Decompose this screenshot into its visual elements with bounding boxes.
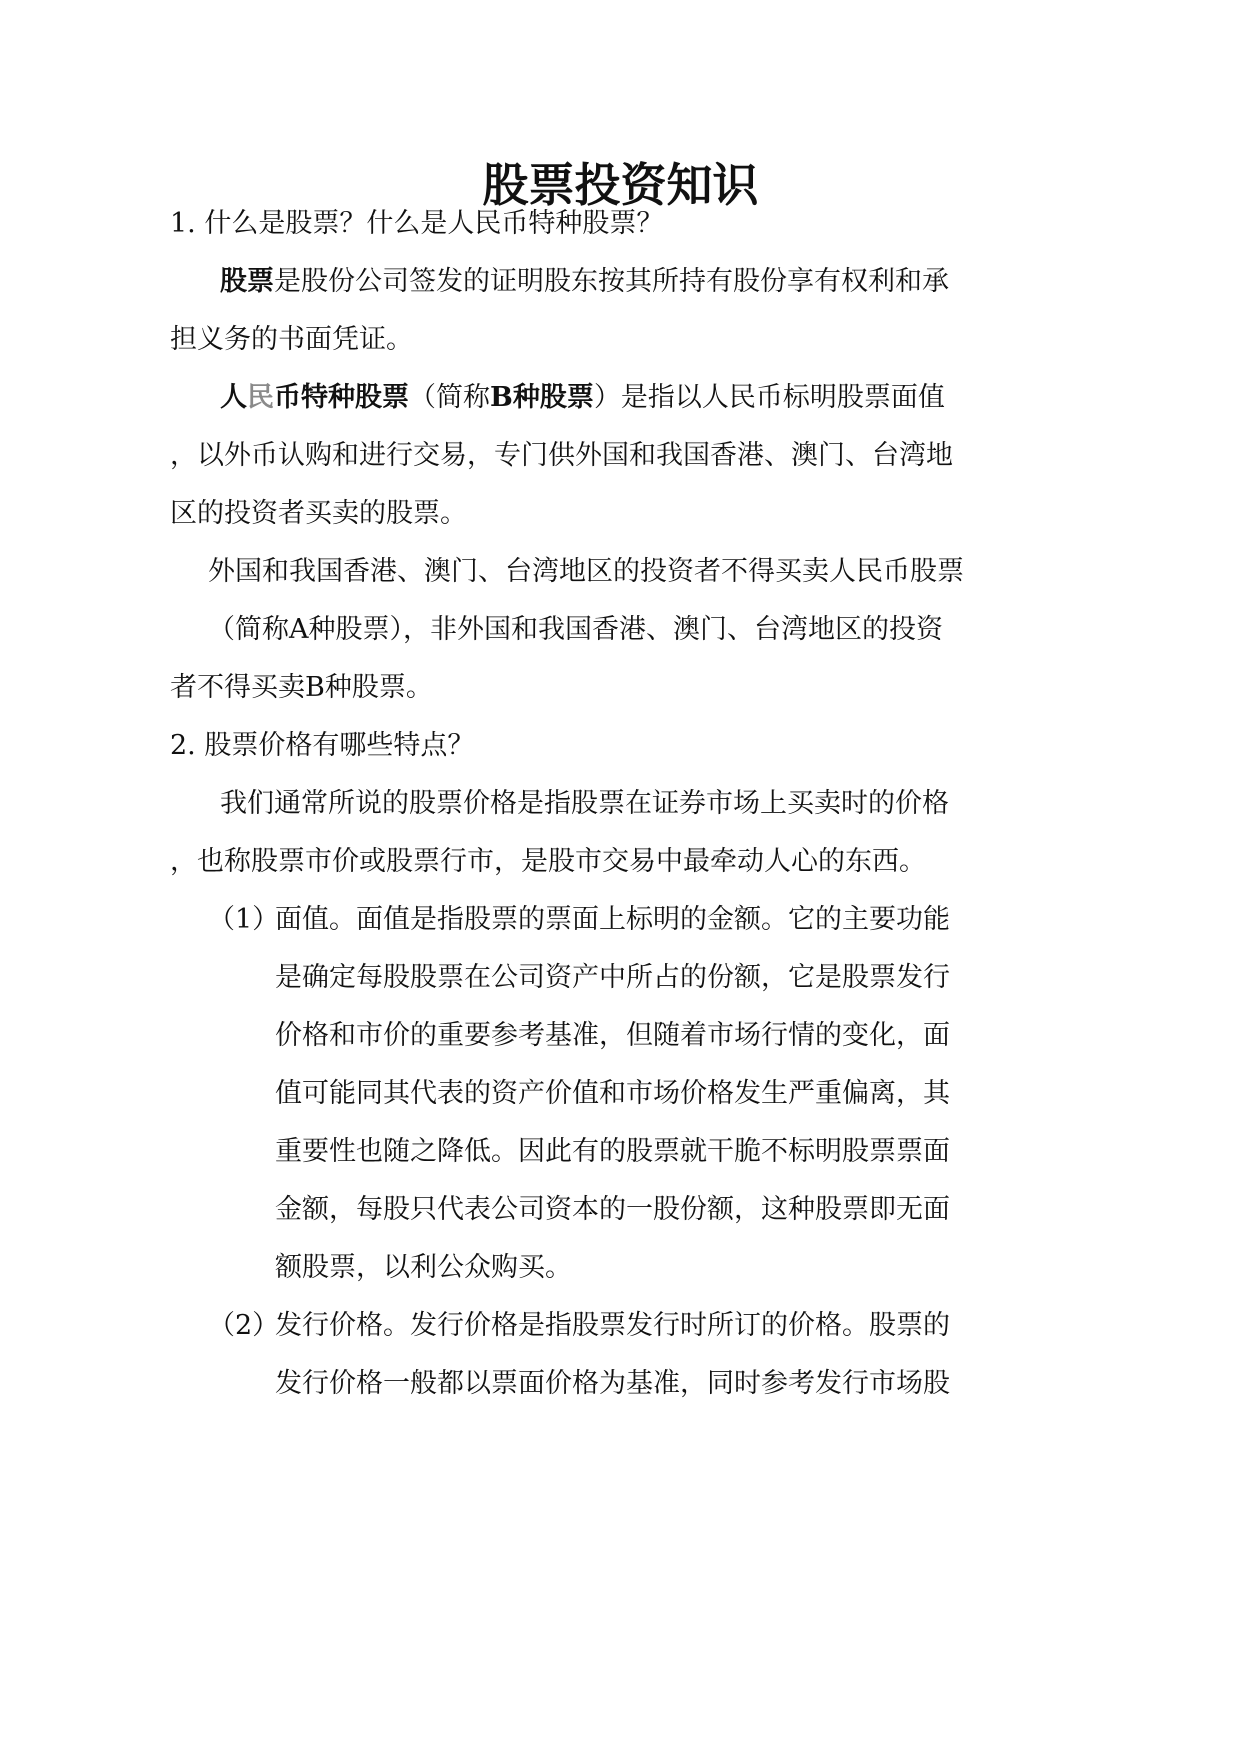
list-item-2-line-2: 发行价格一般都以票面价格为基准，同时参考发行市场股 [275, 1368, 950, 1399]
q1-paragraph-1-line-2: 担义务的书面凭证。 [170, 324, 413, 355]
question-2-heading: 2. 股票价格有哪些特点？ [170, 730, 475, 761]
q1-paragraph-2-line-3: 区的投资者买卖的股票。 [170, 498, 467, 529]
q1-p2-rest: ）是指以人民币标明股票面值 [593, 382, 945, 413]
term-stock: 股票 [220, 266, 274, 297]
list-item-1-line-5: 重要性也随之降低。因此有的股票就干脆不标明股票票面 [275, 1136, 950, 1167]
list-item-1-marker: （1） [208, 904, 280, 935]
q1-paragraph-3-line-3: 者不得买卖B种股票。 [170, 672, 433, 703]
q2-paragraph-1-line-2: ，也称股票市价或股票行市，是股市交易中最牵动人心的东西。 [170, 846, 926, 877]
term-rmb-b: 民 [247, 382, 274, 413]
list-item-1-line-1: 面值。面值是指股票的票面上标明的金额。它的主要功能 [275, 904, 950, 935]
q1-paragraph-3-line-1: 外国和我国香港、澳门、台湾地区的投资者不得买卖人民币股票 [208, 556, 964, 587]
q1-paragraph-2-line-1 [220, 378, 945, 418]
list-item-1-line-7: 额股票，以利公众购买。 [275, 1252, 572, 1283]
term-rmb-a: 人 [220, 382, 247, 413]
list-item-2-marker: （2） [208, 1310, 280, 1341]
term-b-share: B种股票 [490, 382, 594, 413]
document-title: 股票投资知识 [482, 158, 759, 212]
list-item-1-line-6: 金额，每股只代表公司资本的一股份额，这种股票即无面 [275, 1194, 950, 1225]
q1-paragraph-1-line-1 [220, 262, 949, 302]
list-item-2-line-1: 发行价格。发行价格是指股票发行时所订的价格。股票的 [275, 1310, 950, 1341]
list-item-1-line-4: 值可能同其代表的资产价值和市场价格发生严重偏离，其 [275, 1078, 950, 1109]
q1-paragraph-2-line-2: ，以外币认购和进行交易，专门供外国和我国香港、澳门、台湾地 [170, 440, 953, 471]
q2-paragraph-1-line-1: 我们通常所说的股票价格是指股票在证券市场上买卖时的价格 [220, 788, 949, 819]
list-item-1-line-3: 价格和市价的重要参考基准，但随着市场行情的变化，面 [275, 1020, 950, 1051]
q1-paragraph-3-line-2: （简称A种股票），非外国和我国香港、澳门、台湾地区的投资 [208, 614, 943, 645]
question-1-heading: 1. 什么是股票？什么是人民币特种股票？ [170, 208, 664, 239]
q1-p1-rest: 是股份公司签发的证明股东按其所持有股份享有权利和承 [274, 266, 949, 297]
list-item-1-line-2: 是确定每股股票在公司资产中所占的份额，它是股票发行 [275, 962, 950, 993]
q1-p2-paren-open: （简称 [409, 382, 490, 413]
term-rmb-c: 币特种股票 [274, 382, 409, 413]
